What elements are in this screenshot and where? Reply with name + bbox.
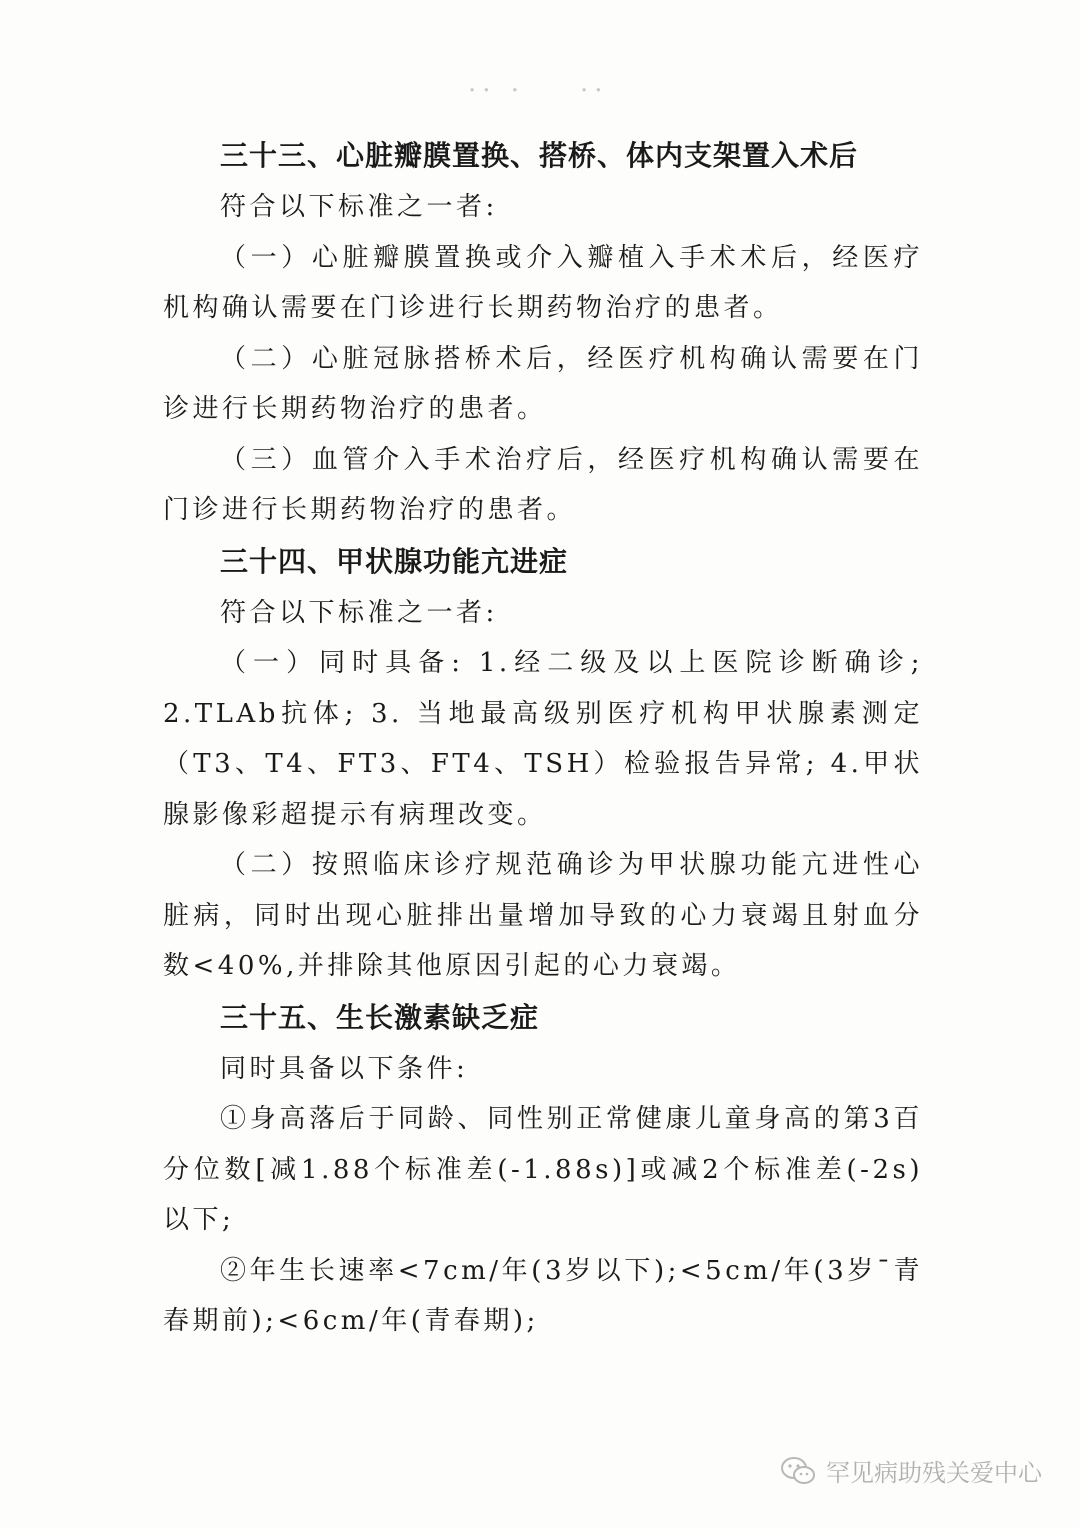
- wechat-icon: [780, 1456, 816, 1486]
- paragraph: ②年生长速率<7cm/年(3岁以下);<5cm/年(3岁¯青春期前);<6cm/年(青春期);: [163, 1255, 923, 1336]
- paragraph: （一）同时具备: 1.经二级及以上医院诊断确诊; 2.TLAb抗体; 3. 当地最高级别医疗机构甲状腺素测定（T3、T4、FT3、FT4、TSH）检验报告异常; 4.甲状腺影像彩超提示有病理改变。: [163, 648, 923, 830]
- paragraph: 同时具备以下条件:: [220, 1053, 469, 1084]
- paragraph: 符合以下标准之一者:: [220, 192, 498, 222]
- section-heading: 三十四、甲状腺功能亢进症: [220, 544, 569, 578]
- paragraph: （三）血管介入手术治疗后，经医疗机构确认需要在门诊进行长期药物治疗的患者。: [163, 444, 923, 525]
- document-body: [163, 130, 923, 1347]
- section-heading: 三十五、生长激素缺乏症: [220, 1000, 540, 1034]
- paragraph: 符合以下标准之一者:: [220, 597, 498, 628]
- scan-artifact: ··: [580, 76, 609, 106]
- paragraph: ①身高落后于同龄、同性别正常健康儿童身高的第3百分位数[减1.88个标准差(-1.88s)]或减2个标准差(-2s)以下;: [163, 1104, 923, 1235]
- wechat-watermark: [780, 1453, 1042, 1488]
- scan-artifact: ·· ·: [468, 76, 526, 106]
- paragraph: （二）心脏冠脉搭桥术后，经医疗机构确认需要在门诊进行长期药物治疗的患者。: [163, 343, 923, 424]
- paragraph: （二）按照临床诊疗规范确诊为甲状腺功能亢进性心脏病，同时出现心脏排出量增加导致的心力衰竭且射血分数<40%,并排除其他原因引起的心力衰竭。: [163, 850, 923, 981]
- section-heading: 三十三、心脏瓣膜置换、搭桥、体内支架置入术后: [220, 139, 859, 172]
- paragraph: （一）心脏瓣膜置换或介入瓣植入手术术后，经医疗机构确认需要在门诊进行长期药物治疗的患者。: [163, 242, 923, 323]
- watermark-text: 罕见病助残关爱中心: [826, 1459, 1042, 1487]
